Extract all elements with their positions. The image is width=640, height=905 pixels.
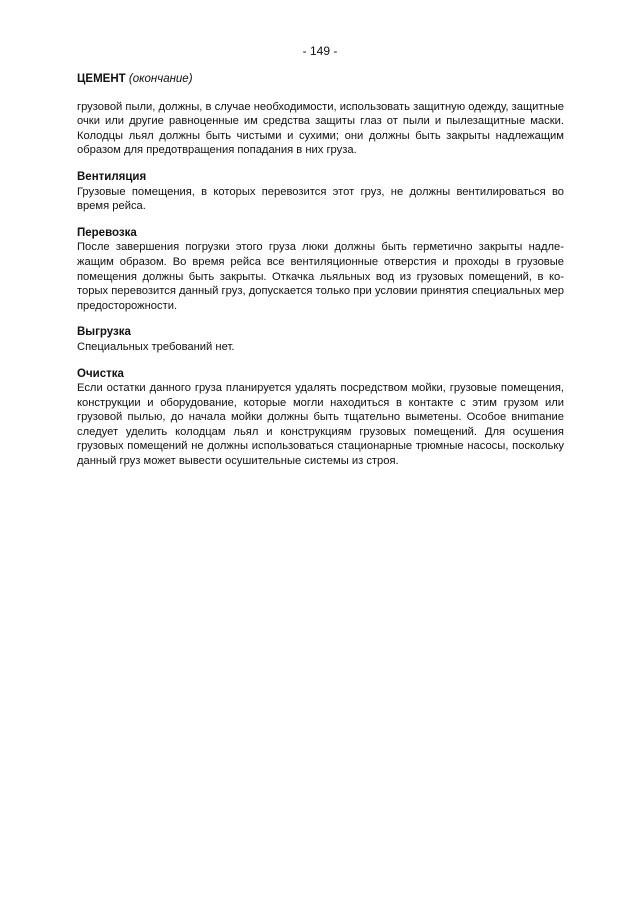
section-text: Специальных требований нет. bbox=[77, 340, 235, 353]
section-heading: Перевозка bbox=[77, 226, 137, 239]
section-ventilation bbox=[77, 170, 564, 214]
title-main: ЦЕМЕНТ bbox=[77, 73, 126, 85]
intro-paragraph-block bbox=[77, 100, 564, 158]
section-text: Если остатки данного груза планируется удалять посредством мойки, грузовые помещения, конструкции и оборудование, которые могли находиться в контакте с этим грузом или грузовой пылью, до начала мойки должны быть тщательно выметены. Особое вниmание следует уделить колодцам льял и конструкциям грузовых помещений. Для осушения грузовых помещений не должны использоваться стационарные трюмные насосы, поскольку данный груз может вывести осушительные системы из строя. bbox=[77, 382, 564, 468]
section-heading: Очистка bbox=[77, 367, 124, 380]
section-heading: Вентиляция bbox=[77, 170, 147, 183]
section-transport bbox=[77, 226, 564, 314]
page-number: - 149 - bbox=[302, 44, 338, 58]
document-body bbox=[77, 72, 564, 481]
section-heading: Выгрузка bbox=[77, 326, 131, 339]
title-subtitle: (окончание) bbox=[128, 73, 193, 85]
section-unloading bbox=[77, 325, 564, 354]
intro-paragraph: грузовой пыли, должны, в случае необходимости, использовать защитную одежду, защитные очки или другие равноценные им средства защиты глаз от пыли и пылезащитные маски. Колодцы льял должны быть чистыми и сухими; они должны быть закрыты надлежащим образом для предотвращения попадания в них груза. bbox=[77, 100, 564, 157]
section-text: Грузовые помещения, в которых перевозится этот груз, не должны вентилироваться во время рейса. bbox=[77, 185, 564, 213]
document-title bbox=[77, 72, 564, 87]
section-cleaning bbox=[77, 367, 564, 469]
section-text: После завершения погрузки этого груза люки должны быть герметично закрыты надлежащим образом. Во время рейса все вентиляционные отверстия и проходы в грузовые помещения должны быть закрыты. Откачка льяльных вод из грузовых помещений, в которых перевозится данный груз, допускается только при условии принятия специальных мер предосторожности. bbox=[77, 241, 564, 312]
